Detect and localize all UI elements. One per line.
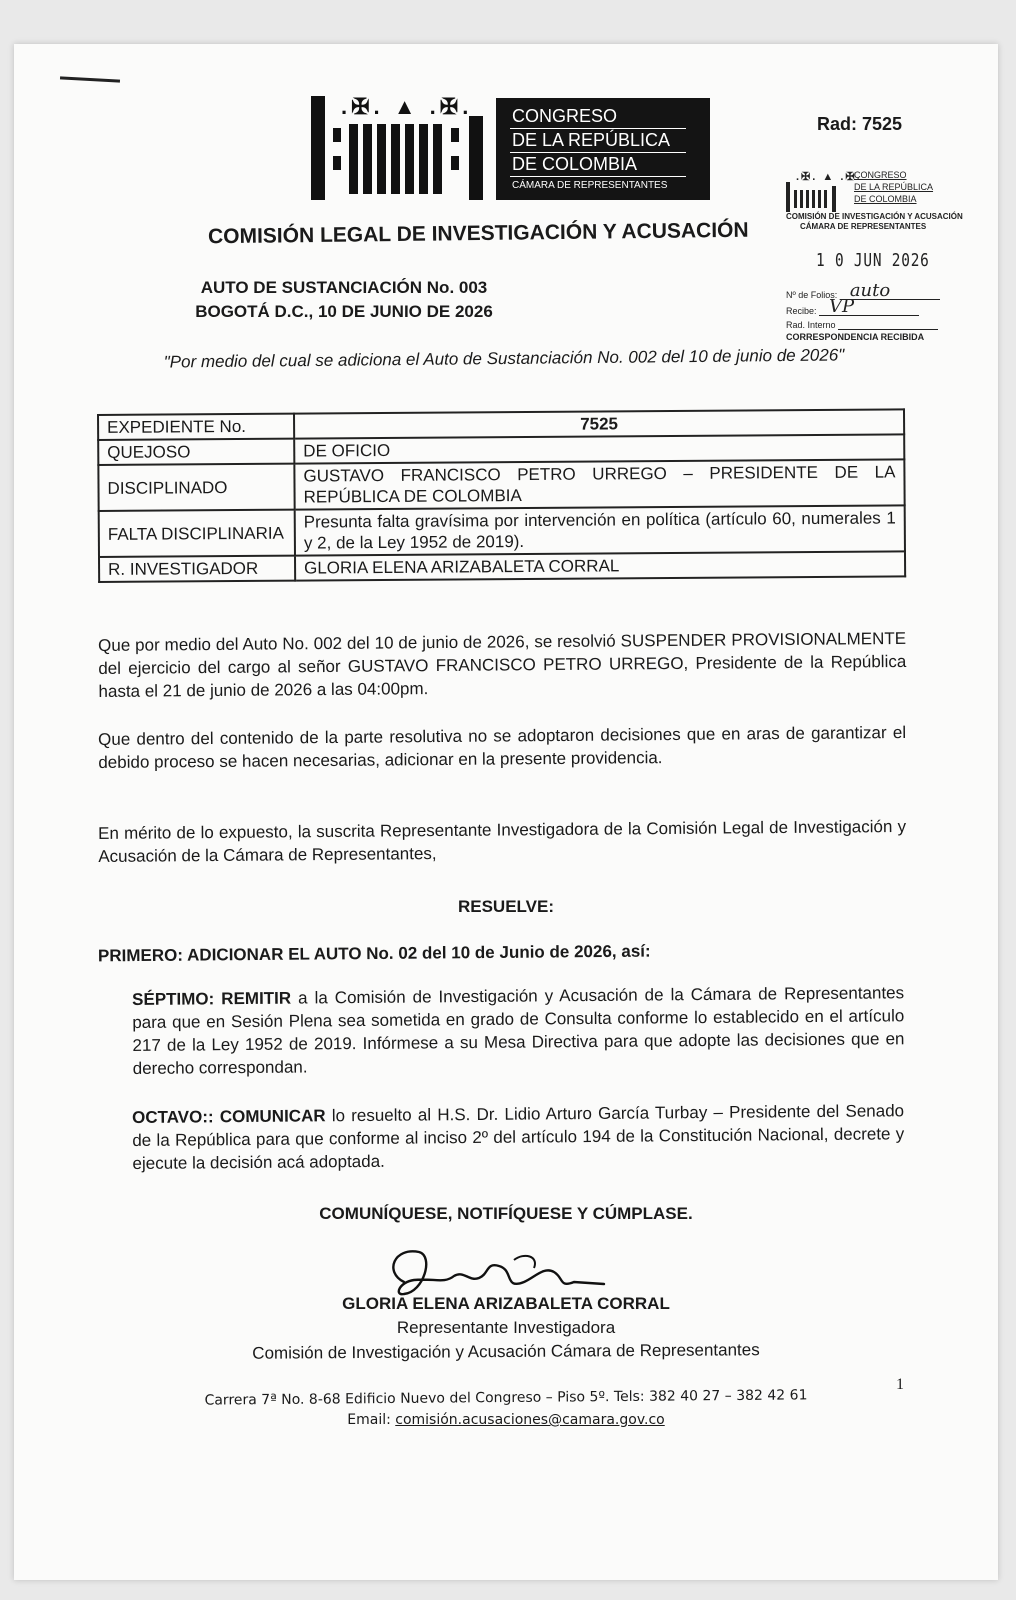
stamp-recibe-row [786,296,919,317]
quejoso-label: QUEJOSO [98,439,294,465]
octavo-text: lo resuelto al H.S. Dr. Lidio Arturo García Turbay – Presidente del Senado de la República para que conforme al inciso 2º del artículo 194 de la Constitución Nacional, decrete y ejecute la decisión acá adoptada. [132,1101,905,1173]
stamp-folios-value: auto [849,280,891,301]
falta-label: FALTA DISCIPLINARIA [99,510,295,557]
stamp-folios-row [786,280,940,301]
page-number: 1 [896,1376,904,1393]
footer-email-line [14,1412,998,1428]
auto-date: BOGOTÁ D.C., 10 DE JUNIO DE 2026 [195,302,493,321]
octavo-paragraph [132,1099,905,1175]
subject-line: "Por medio del cual se adiciona el Auto de Sustanciación No. 002 del 10 de junio de 2026" [163,345,845,372]
stamp-radinterno-row [786,320,938,330]
stamp-recibe-label: Recibe: [786,306,817,316]
paragraph-merito: En mérito de lo expuesto, la suscrita Representante Investigadora de la Comisión Legal de Investigación y Acusación de la Cámara de Representantes, [98,816,907,866]
closing-formula: COMUNÍQUESE, NOTIFÍQUESE Y CÚMPLASE. [319,1204,693,1223]
septimo-paragraph [132,981,905,1080]
case-info-table [97,408,906,583]
stamp-columns-icon [786,182,846,212]
signer-role: Representante Investigadora [396,1318,616,1337]
stamp-folios-label: Nº de Folios: [786,290,838,300]
footer-email-label: Email: [347,1412,396,1428]
logo-divider [510,128,686,129]
logo-line-1: CONGRESO [512,106,618,126]
octavo-label: OCTAVO:: COMUNICAR [132,1106,326,1127]
radicado-number: Rad: 7525 [816,114,902,134]
document-page [14,44,998,1580]
auto-number: AUTO DE SUSTANCIACIÓN No. 003 [200,278,488,297]
stamp-radinterno-label: Rad. Interno [786,320,836,330]
expediente-label: EXPEDIENTE No. [98,414,294,440]
stamp-line-2: DE LA REPÚBLICA [854,182,934,192]
logo-line-3: DE COLOMBIA [512,154,638,174]
septimo-text: a la Comisión de Investigación y Acusación de la Cámara de Representantes para que en Sesión Plena sea sometida en grado de Consulta conforme lo establecido en el artículo 217 de la Ley 1952 de 2019. Infórmese a su Mesa Directiva para que adopte las decisiones que en derecho correspondan. [132,983,905,1078]
logo-glyphs: .✠. ▲ .✠. [341,94,473,119]
stamp-line-1: CONGRESO [854,170,907,180]
stamp-recibe-value: VP [829,296,855,317]
falta-value: Presunta falta gravísima por intervención en política (artículo 60, numerales 1 y 2, de la Ley 1952 de 2019). [295,505,905,555]
reception-stamp [786,170,976,360]
quejoso-value: DE OFICIO [294,434,904,463]
logo-divider [510,152,686,153]
disciplinado-value: GUSTAVO FRANCISCO PETRO URREGO – PRESIDENTE DE LA REPÚBLICA DE COLOMBIA [294,459,904,509]
logo-divider [510,176,686,177]
stamp-glyphs: .✠. ▲ .✠. [796,171,862,183]
logo-subtitle: CÁMARA DE REPRESENTANTES [512,180,668,191]
stamp-line-5: CÁMARA DE REPRESENTANTES [800,222,927,231]
footer-email-link[interactable]: comisión.acusaciones@camara.gov.co [395,1412,665,1428]
signer-name: GLORIA ELENA ARIZABALETA CORRAL [342,1294,670,1313]
commission-title: COMISIÓN LEGAL DE INVESTIGACIÓN Y ACUSACIÓN [207,218,749,249]
signer-organization: Comisión de Investigación y Acusación Cámara de Representantes [252,1340,760,1363]
disciplinado-label: DISCIPLINADO [98,464,294,511]
paragraph-auto-002: Que por medio del Auto No. 002 del 10 de junio de 2026, se resolvió SUSPENDER PROVISIONALMENTE del ejercicio del cargo al señor GUSTAVO FRANCISCO PETRO URREGO, Presidente de la República hasta el 21 de junio de 2026 a las 04:00pm. [98,628,907,701]
stamp-footer: CORRESPONDENCIA RECIBIDA [786,332,925,342]
stamp-date: 1 0 JUN 2026 [816,250,930,271]
primero-heading: PRIMERO: ADICIONAR EL AUTO No. 02 del 10 de Junio de 2026, así: [97,941,651,966]
expediente-value: 7525 [294,409,904,438]
table-row [99,551,905,582]
stamp-line-3: DE COLOMBIA [854,194,917,204]
footer-address: Carrera 7ª No. 8-68 Edificio Nuevo del Congreso – Piso 5º. Tels: 382 40 27 – 382 42 61 [204,1387,808,1409]
investigador-label: R. INVESTIGADOR [99,556,295,582]
table-row [99,505,905,557]
table-row [98,459,904,511]
stamp-line-4: COMISIÓN DE INVESTIGACIÓN Y ACUSACIÓN [786,212,963,221]
paragraph-resolutiva: Que dentro del contenido de la parte resolutiva no se adoptaron decisiones que en aras de garantizar el debido proceso se hacen necesarias, adicionar en la presente providencia. [98,722,907,772]
logo-line-2: DE LA REPÚBLICA [512,130,671,150]
resuelve-heading: RESUELVE: [457,897,555,916]
investigador-value: GLORIA ELENA ARIZABALETA CORRAL [295,551,905,580]
logo-text-box [496,98,710,200]
scan-mark [60,76,120,82]
septimo-label: SÉPTIMO: REMITIR [132,988,292,1009]
